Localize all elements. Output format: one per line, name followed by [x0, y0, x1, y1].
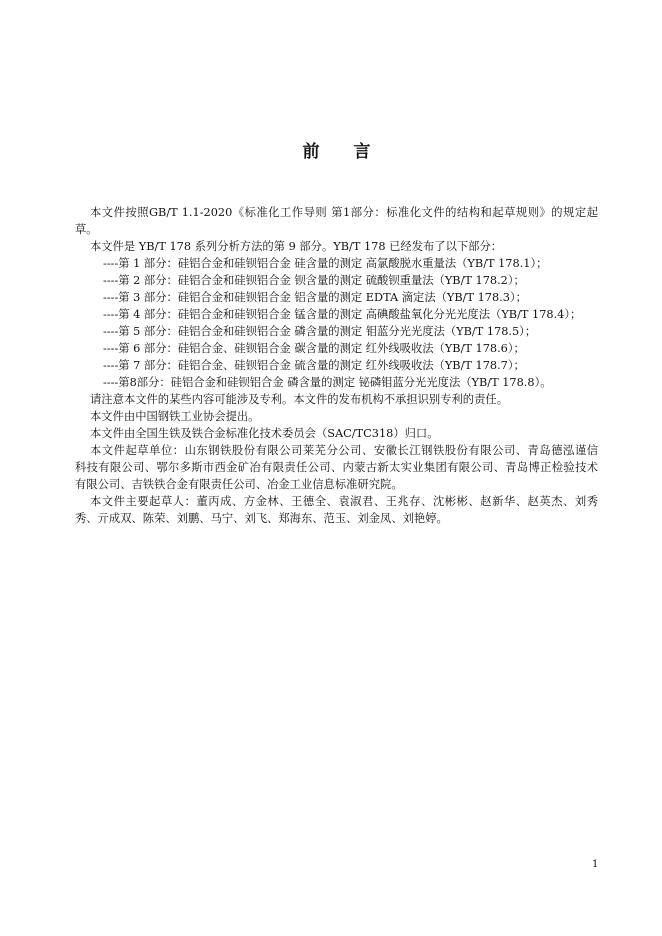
published-part-6: ----第 6 部分：硅铝合金、硅钡铝合金 碳含量的测定 红外线吸收法（YB/T 178.6）； [103, 342, 525, 355]
published-part-2: ----第 2 部分：硅铝合金和硅钡铝合金 钡含量的测定 硫酸钡重量法（YB/T 178.2）； [103, 274, 525, 287]
drafting-rules-line: 本文件按照GB/T 1.1-2020《标准化工作导则 第1部分：标准化文件的结构和起草规则》的规定起 [90, 206, 598, 219]
page-number: 1 [592, 859, 599, 870]
preface-title: 前 言 [302, 142, 371, 162]
patent-notice: 请注意本文件的某些内容可能涉及专利。本文件的发布机构不承担识别专利的责任。 [90, 393, 508, 406]
main-drafters-line: 本文件主要起草人：董丙成、方金林、王德全、袁淑君、王兆存、沈彬彬、赵新华、赵英杰、刘秀 [90, 495, 598, 508]
published-part-5: ----第 5 部分：硅铝合金和硅钡铝合金 磷含量的测定 钼蓝分光光度法（YB/T 178.5）； [103, 325, 537, 338]
main-drafters-line: 秀、亓成双、陈荣、刘鹏、马宁、刘飞、郑海东、范玉、刘金凤、刘艳婷。 [75, 512, 448, 525]
drafting-units-line: 科技有限公司、鄂尔多斯市西金矿冶有限责任公司、内蒙古新太实业集团有限公司、青岛博正检验技术 [75, 461, 598, 474]
published-part-1: ----第 1 部分：硅铝合金和硅钡铝合金 硅含量的测定 高氯酸脱水重量法（YB/T 178.1）； [103, 257, 548, 270]
drafting-units-line: 有限公司、吉铁铁合金有限责任公司、冶金工业信息标准研究院。 [75, 478, 403, 491]
published-part-7: ----第 7 部分：硅铝合金、硅钡铝合金 硫含量的测定 红外线吸收法（YB/T 178.7）； [103, 359, 525, 372]
jurisdiction-statement: 本文件由全国生铁及铁合金标准化技术委员会（SAC/TC318）归口。 [90, 427, 439, 440]
drafting-rules-line: 草。 [75, 223, 98, 236]
published-part-4: ----第 4 部分：硅铝合金和硅钡铝合金 锰含量的测定 高碘酸盐氧化分光光度法（YB/T 178.4）； [103, 308, 582, 321]
series-intro: 本文件是 YB/T 178 系列分析方法的第 9 部分。YB/T 178 已经发布了以下部分： [90, 240, 503, 253]
proposer-statement: 本文件由中国钢铁工业协会提出。 [90, 410, 260, 423]
published-part-3: ----第 3 部分：硅铝合金和硅钡铝合金 铝含量的测定 EDTA 滴定法（YB/T 178.3）； [103, 291, 527, 304]
published-part-8: ----第8部分：硅铝合金和硅钡铝合金 磷含量的测定 铋磷钼蓝分光光度法（YB/T 178.8）。 [103, 376, 552, 389]
drafting-units-line: 本文件起草单位：山东钢铁股份有限公司莱芜分公司、安徽长江钢铁股份有限公司、青岛德泓谨信 [90, 444, 598, 457]
